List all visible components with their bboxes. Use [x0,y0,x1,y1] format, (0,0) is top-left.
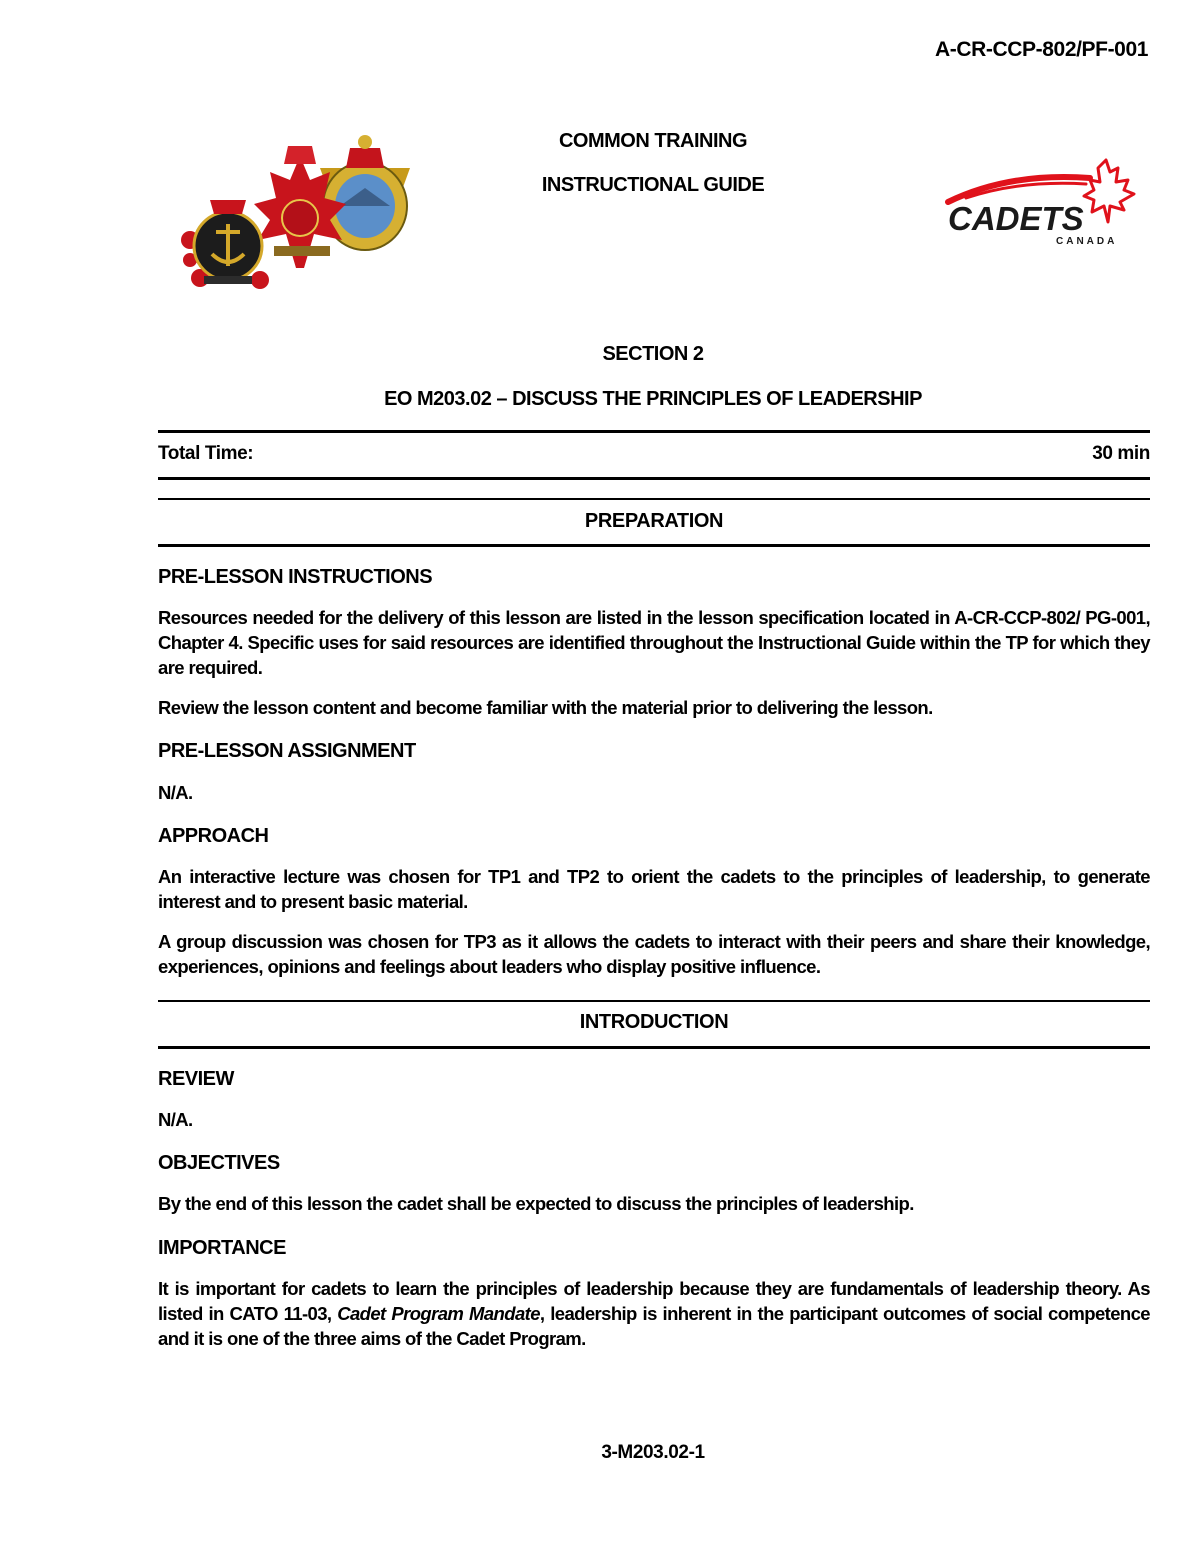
army-cadet-crest-icon [254,146,346,268]
introduction-band: INTRODUCTION [579,1011,729,1033]
divider [158,477,1150,480]
importance-heading: IMPORTANCE [158,1237,286,1259]
divider [158,544,1150,547]
document-code: A-CR-CCP-802/PF-001 [935,38,1148,61]
pre-lesson-instructions-paragraph: Resources needed for the delivery of this lesson are listed in the lesson specification located in A-CR-CCP-802/ PG-001, Chapter 4. Specific uses for said resources are identified throughout the Instructional Guide within the TP for which they are required. [158,607,1150,678]
maple-leaf-icon [1084,160,1134,222]
approach-paragraph: A group discussion was chosen for TP3 as it allows the cadets to interact with their peers and share their knowledge, experiences, opinions and feelings about leaders who display positive influence. [158,931,1150,977]
approach-paragraph: An interactive lecture was chosen for TP1 and TP2 to orient the cadets to the principles of leadership, to generate interest and to present basic material. [158,866,1150,912]
section-heading: SECTION 2 [602,343,704,365]
eo-title: EO M203.02 – DISCUSS THE PRINCIPLES OF LEADERSHIP [384,388,922,410]
divider [158,1000,1150,1002]
title-common-training: COMMON TRAINING [558,130,748,152]
importance-cato-title: Cadet Program Mandate [337,1303,540,1324]
pre-lesson-assignment-text: N/A. [158,782,193,803]
review-heading: REVIEW [158,1068,234,1090]
cadets-canada-logo [940,150,1140,250]
total-time-label: Total Time: [158,443,254,464]
sea-cadet-crest-icon [181,200,269,289]
title-instructional-guide: INSTRUCTIONAL GUIDE [541,174,765,196]
importance-text-end: , leadership is inherent in the participant outcomes of social competence and it is one of the three aims of the Cadet Program. [158,1303,1150,1349]
logo-subword: CANADA [1056,236,1118,247]
total-time-value: 30 min [1092,443,1150,464]
pre-lesson-assignment-heading: PRE-LESSON ASSIGNMENT [158,740,416,762]
objectives-heading: OBJECTIVES [158,1152,280,1174]
pre-lesson-instructions-paragraph: Review the lesson content and become familiar with the material prior to delivering the lesson. [158,697,933,718]
logo-word: CADETS [948,200,1084,237]
objectives-text: By the end of this lesson the cadet shall be expected to discuss the principles of leadership. [158,1193,914,1214]
approach-heading: APPROACH [158,825,269,847]
review-text: N/A. [158,1109,193,1130]
cadet-crests-image [170,128,420,298]
pre-lesson-instructions-heading: PRE-LESSON INSTRUCTIONS [158,566,433,588]
divider [158,1046,1150,1049]
preparation-band: PREPARATION [584,510,724,532]
total-time-row [158,443,1150,465]
divider [158,430,1150,433]
divider [158,498,1150,500]
importance-paragraph [158,1276,1150,1351]
page-number: 3-M203.02-1 [601,1442,705,1463]
importance-text-start: It is important for cadets to learn the principles of leadership because they are fundamentals of leadership theory. As listed in CATO 11-03, [158,1278,1150,1324]
